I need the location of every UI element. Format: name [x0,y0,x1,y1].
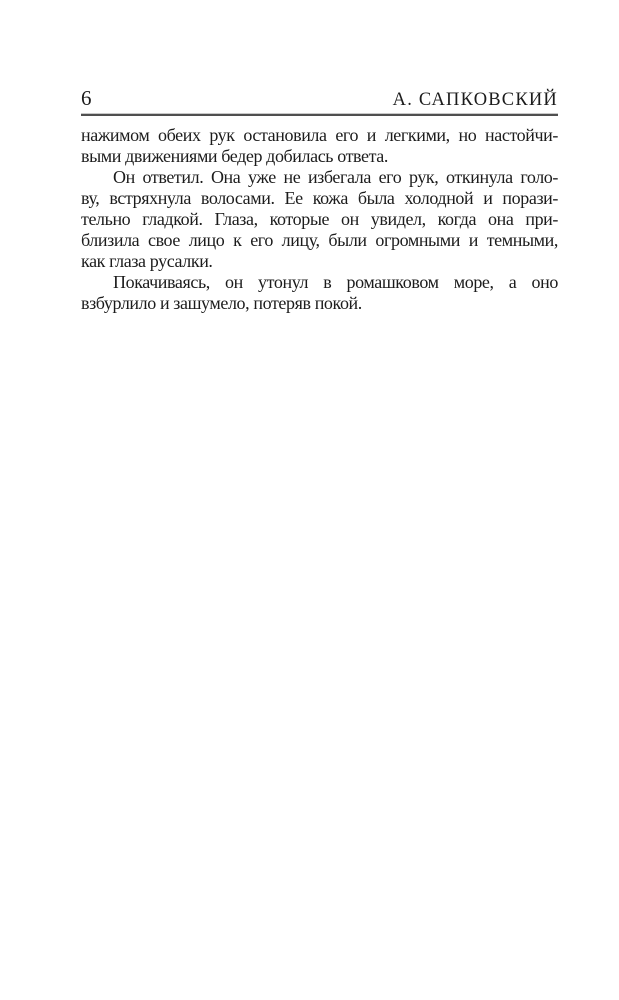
running-head: А. САПКОВСКИЙ [392,90,558,110]
body-text [81,125,558,314]
body-line: нажимом обеих рук остановила его и легкими, но настойчи- [81,125,558,145]
body-line: Покачиваясь, он утонул в ромашковом море, а оно [113,272,558,292]
header-rule-dark-line [81,114,558,116]
body-line: близила свое лицо к его лицу, были огромными и темными, [81,230,558,250]
page-number: 6 [81,86,92,110]
page-header [81,88,558,110]
body-line: взбурлило и зашумело, потеряв покой. [81,293,362,313]
body-line: выми движениями бедер добилась ответа. [81,146,388,166]
header-rule [81,113,558,116]
body-line: ву, встряхнула волосами. Ее кожа была холодной и порази- [81,188,558,208]
body-line: Он ответил. Она уже не избегала его рук, откинула голо- [113,167,558,187]
body-line: тельно гладкой. Глаза, которые он увидел, когда она при- [81,209,558,229]
body-line: как глаза русалки. [81,251,213,271]
